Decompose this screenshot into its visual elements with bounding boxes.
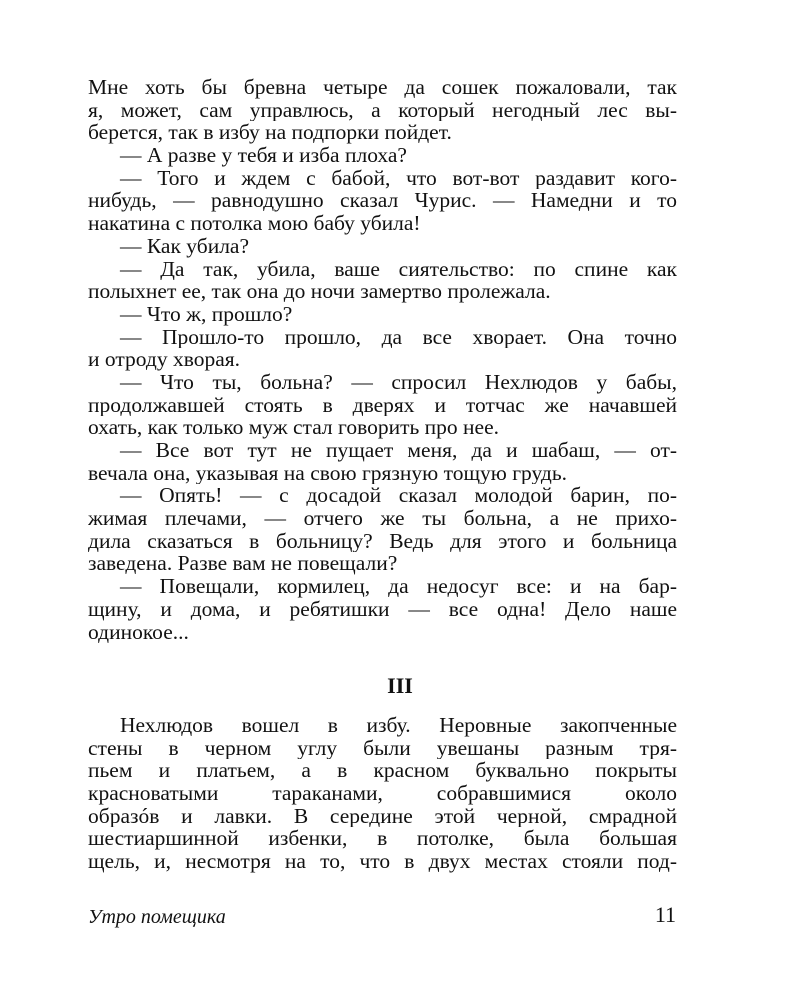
text-line: Нехлюдов вошел в избу. Неровные закопченные [120,714,677,737]
text-line: и отроду хворая. [88,348,241,371]
text-line: — А разве у тебя и изба плоха? [120,144,407,167]
text-line: жимая плечами, — отчего же ты больна, а не прихо- [88,507,677,530]
text-line: — Опять! — с досадой сказал молодой барин, по- [120,484,677,508]
text-line: — Прошло-то прошло, да все хворает. Она точно [120,325,677,349]
text-line: пьем и платьем, а в красном буквально покрыты [88,759,677,783]
text-line: шестиаршинной избенки, в потолке, была большая [88,827,677,851]
text-line: — Что ты, больна? — спросил Нехлюдов у бабы, [120,370,677,394]
text-line: — Как убила? [120,234,250,258]
text-line: полыхнет ее, так она до ночи замертво пролежала. [88,280,551,303]
text-line: образóв и лавки. В середине этой черной, смрадной [88,804,677,828]
text-line: — Повещали, кормилец, да недосуг все: и на бар- [120,575,677,598]
text-line: — Того и ждем с бабой, что вот-вот раздавит кого- [120,166,677,190]
text-line: берется, так в избу на подпорки пойдет. [88,121,452,145]
text-line: одинокое... [88,620,189,644]
text-line: продолжавшей стоять в дверях и тотчас же начавшей [88,393,677,417]
text-line: охать, как только муж стал говорить про нее. [88,416,499,439]
text-line: щель, и, несмотря на то, что в двух местах стояли под- [88,850,677,873]
running-title: Утро помещика [88,906,226,928]
text-line: стены в черном углу были увешаны разным тря- [88,736,677,760]
text-line: дила сказаться в больницу? Ведь для этого и больница [88,529,677,553]
text-line: — Да так, убила, ваше сиятельство: по спине как [120,257,677,281]
text-line: заведена. Разве вам не повещали? [88,552,398,576]
text-line: красноватыми тараканами, собравшимися около [88,782,677,805]
text-line: вечала она, указывая на свою грязную тощую грудь. [88,461,568,485]
text-line: — Все вот тут не пущает меня, да и шабаш, — от- [120,439,677,462]
text-line: накатина с потолка мою бабу убила! [88,212,421,235]
chapter-opening-text-block [88,714,677,873]
text-line: щину, и дома, и ребятишки — все одна! Дело наше [88,597,677,621]
text-line: — Что ж, прошло? [120,302,293,326]
page-number: 11 [654,902,676,927]
text-line: нибудь, — равнодушно сказал Чурис. — Намедни и то [88,189,677,213]
chapter-heading: III [387,673,413,698]
text-line: я, может, сам управлюсь, а который негодный лес вы- [88,98,677,122]
dialogue-text-block [88,76,677,643]
text-line: Мне хоть бы бревна четыре да сошек пожаловали, так [88,76,677,99]
